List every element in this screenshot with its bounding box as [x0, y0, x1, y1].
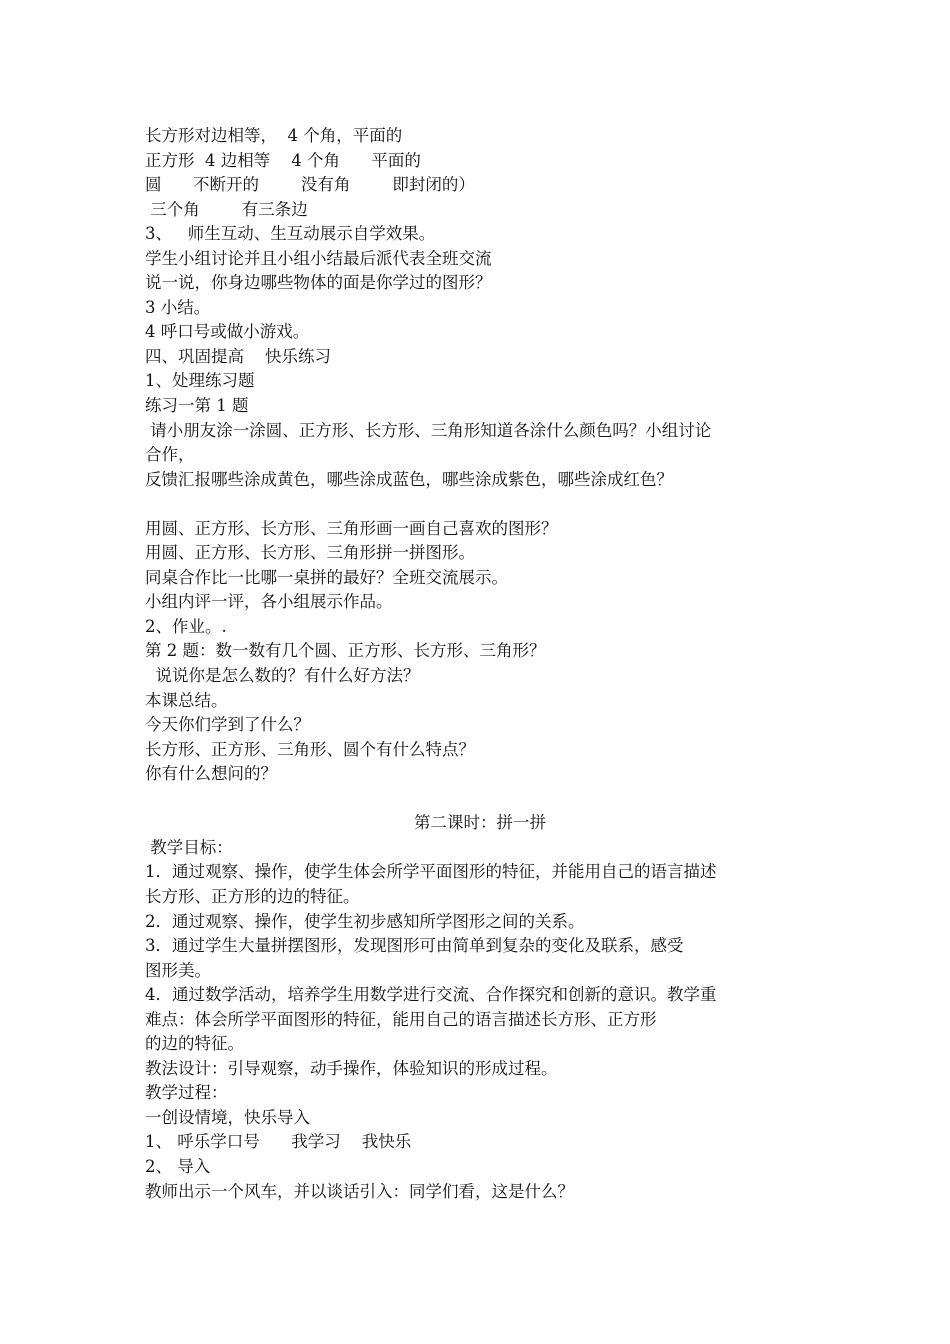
text-line: 教师出示一个风车，并以谈话引入：同学们看，这是什么？: [145, 1181, 574, 1201]
text-line: 反馈汇报哪些涂成黄色，哪些涂成蓝色，哪些涂成紫色，哪些涂成红色？: [145, 469, 673, 489]
text-line: 4 呼口号或做小游戏。: [145, 322, 310, 342]
text-line: 说一说，你身边哪些物体的面是你学过的图形？: [145, 273, 492, 293]
text-line: 长方形、正方形的边的特征。: [145, 886, 360, 906]
text-line: 图形美。: [145, 960, 211, 980]
text-line: 教学目标：: [145, 837, 233, 857]
text-line: 用圆、正方形、长方形、三角形画一画自己喜欢的图形？: [145, 518, 558, 538]
text-line: 2、作业。.: [145, 616, 227, 636]
text-line: 1、 呼乐学口号 我学习 我快乐: [145, 1132, 412, 1152]
text-line: 3、 师生互动、生互动展示自学效果。: [145, 224, 436, 244]
text-line: 3 小结。: [145, 297, 211, 317]
blank-line: [145, 492, 815, 517]
section-heading: 四、巩固提高 快乐练习: [145, 346, 331, 366]
text-line: 3．通过学生大量拼摆图形，发现图形可由简单到复杂的变化及联系，感受: [145, 936, 684, 956]
text-line: 本课总结。: [145, 690, 228, 710]
document-body: [145, 124, 815, 1204]
text-line: 长方形对边相等， 4 个角，平面的: [145, 126, 403, 145]
text-line: 一创设情境，快乐导入: [145, 1107, 310, 1127]
text-line: 请小朋友涂一涂圆、正方形、长方形、三角形知道各涂什么颜色吗？小组讨论: [145, 420, 712, 440]
text-line: 长方形、正方形、三角形、圆个有什么特点？: [145, 739, 475, 759]
text-line: 同桌合作比一比哪一桌拼的最好？全班交流展示。: [145, 567, 508, 587]
text-line: 圆 不断开的 没有角 即封闭的）: [145, 175, 475, 195]
text-line: 2．通过观察、操作，使学生初步感知所学图形之间的关系。: [145, 911, 585, 931]
blank-line: [145, 787, 815, 812]
text-line: 第 2 题：数一数有几个圆、正方形、长方形、三角形？: [145, 641, 546, 661]
text-line: 教学过程：: [145, 1083, 228, 1103]
text-line: 你有什么想问的？: [145, 764, 277, 784]
text-line: 2、 导入: [145, 1156, 211, 1176]
text-line: 合作，: [145, 445, 195, 465]
text-line: 练习一第 1 题: [145, 396, 249, 416]
text-line: 学生小组讨论并且小组小结最后派代表全班交流: [145, 248, 492, 268]
lesson-title: 第二课时：拼一拼: [414, 813, 546, 833]
text-line: 说说你是怎么数的？有什么好方法？: [145, 666, 420, 686]
text-line: 三个角 有三条边: [145, 199, 308, 219]
text-line: 小组内评一评，各小组展示作品。: [145, 592, 393, 612]
text-line: 用圆、正方形、长方形、三角形拼一拼图形。: [145, 543, 475, 563]
text-line: 的边的特征。: [145, 1034, 244, 1054]
text-line: 今天你们学到了什么？: [145, 715, 310, 735]
text-line: 难点：体会所学平面图形的特征，能用自己的语言描述长方形、正方形: [145, 1009, 657, 1029]
text-line: 教法设计：引导观察，动手操作，体验知识的形成过程。: [145, 1058, 558, 1078]
text-line: 1、处理练习题: [145, 371, 255, 391]
text-line: 1．通过观察、操作，使学生体会所学平面图形的特征，并能用自己的语言描述: [145, 862, 717, 882]
text-line: 正方形 4 边相等 4 个角 平面的: [145, 150, 421, 170]
text-line: 4．通过数学活动，培养学生用数学进行交流、合作探究和创新的意识。教学重: [145, 985, 717, 1005]
